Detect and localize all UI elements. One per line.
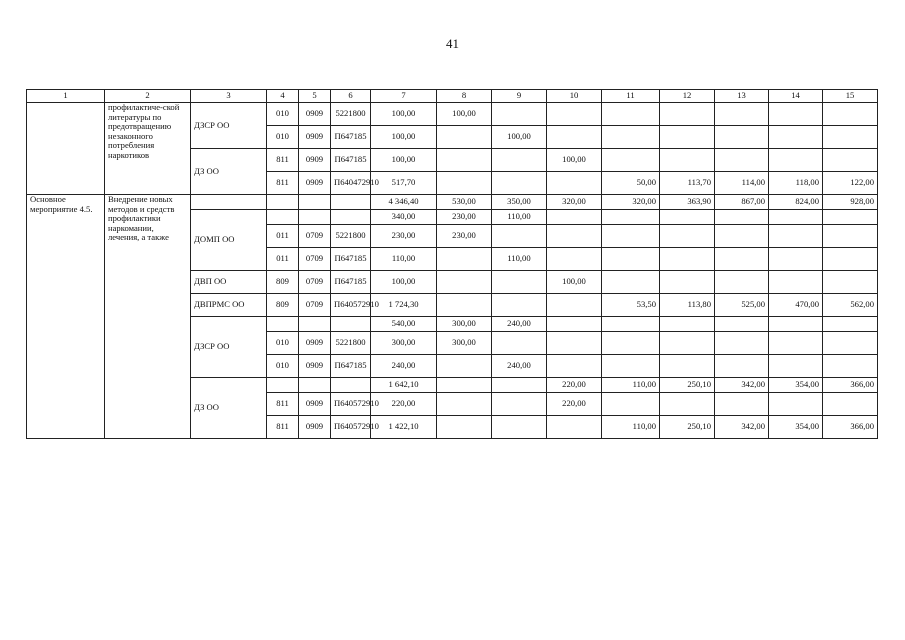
executor-cell: ДЗ ОО — [191, 378, 267, 439]
value-cell: 53,50 — [602, 294, 660, 317]
value-cell — [547, 317, 602, 332]
value-cell: 118,00 — [769, 172, 823, 195]
value-cell — [437, 416, 492, 439]
value-cell: 100,00 — [437, 103, 492, 126]
value-cell — [437, 248, 492, 271]
value-cell — [602, 103, 660, 126]
value-cell — [823, 393, 878, 416]
value-cell: 1 642,10 — [371, 378, 437, 393]
value-cell — [602, 126, 660, 149]
value-cell — [660, 103, 715, 126]
value-cell: 363,90 — [660, 195, 715, 210]
value-cell — [715, 271, 769, 294]
value-cell: 342,00 — [715, 378, 769, 393]
code-cell: 0909 — [299, 416, 331, 439]
code-cell — [331, 195, 371, 210]
value-cell: 110,00 — [602, 416, 660, 439]
value-cell: 300,00 — [437, 332, 492, 355]
value-cell: 366,00 — [823, 416, 878, 439]
value-cell: 350,00 — [492, 195, 547, 210]
code-cell: 0909 — [299, 103, 331, 126]
code-cell — [267, 378, 299, 393]
value-cell — [492, 332, 547, 355]
value-cell: 867,00 — [715, 195, 769, 210]
value-cell — [823, 271, 878, 294]
table-row-total — [27, 195, 878, 210]
code-cell: П647185 — [331, 271, 371, 294]
value-cell — [602, 248, 660, 271]
value-cell: 110,00 — [371, 248, 437, 271]
value-cell — [602, 332, 660, 355]
value-cell — [547, 355, 602, 378]
column-header: 1 — [27, 90, 105, 103]
value-cell — [660, 317, 715, 332]
column-header: 11 — [602, 90, 660, 103]
value-cell — [547, 248, 602, 271]
value-cell: 562,00 — [823, 294, 878, 317]
code-cell — [299, 378, 331, 393]
value-cell — [769, 149, 823, 172]
value-cell: 300,00 — [371, 332, 437, 355]
value-cell: 100,00 — [371, 149, 437, 172]
value-cell — [715, 149, 769, 172]
code-cell — [299, 210, 331, 225]
code-cell: 010 — [267, 332, 299, 355]
value-cell — [660, 332, 715, 355]
value-cell: 250,10 — [660, 378, 715, 393]
value-cell: 540,00 — [371, 317, 437, 332]
code-cell — [299, 195, 331, 210]
value-cell — [715, 225, 769, 248]
value-cell: 100,00 — [371, 103, 437, 126]
value-cell: 100,00 — [371, 271, 437, 294]
value-cell — [437, 172, 492, 195]
column-header: 5 — [299, 90, 331, 103]
measure-cell — [27, 103, 105, 195]
value-cell — [660, 149, 715, 172]
value-cell — [769, 210, 823, 225]
value-cell — [437, 294, 492, 317]
value-cell — [437, 126, 492, 149]
value-cell — [492, 294, 547, 317]
value-cell — [437, 355, 492, 378]
value-cell: 240,00 — [371, 355, 437, 378]
value-cell — [769, 393, 823, 416]
code-cell: 010 — [267, 355, 299, 378]
code-cell: 010 — [267, 103, 299, 126]
column-header: 3 — [191, 90, 267, 103]
description-cell: профилактиче-ской литературы по предотвращению незаконного потребления наркотиков — [105, 103, 191, 195]
column-header: 6 — [331, 90, 371, 103]
value-cell — [492, 393, 547, 416]
value-cell — [660, 225, 715, 248]
value-cell — [715, 317, 769, 332]
value-cell: 4 346,40 — [371, 195, 437, 210]
code-cell: 0709 — [299, 248, 331, 271]
value-cell — [823, 126, 878, 149]
value-cell: 50,00 — [602, 172, 660, 195]
code-cell: 811 — [267, 172, 299, 195]
value-cell: 230,00 — [437, 225, 492, 248]
column-header: 2 — [105, 90, 191, 103]
column-header: 7 — [371, 90, 437, 103]
value-cell: 220,00 — [547, 393, 602, 416]
code-cell: 811 — [267, 416, 299, 439]
value-cell: 113,80 — [660, 294, 715, 317]
code-cell: 0909 — [299, 149, 331, 172]
code-cell: 0909 — [299, 126, 331, 149]
value-cell — [492, 149, 547, 172]
value-cell — [660, 248, 715, 271]
value-cell — [823, 355, 878, 378]
value-cell — [715, 332, 769, 355]
value-cell — [547, 332, 602, 355]
value-cell: 340,00 — [371, 210, 437, 225]
code-cell — [267, 195, 299, 210]
value-cell — [547, 210, 602, 225]
code-cell: 0709 — [299, 271, 331, 294]
code-cell: 5221800 — [331, 225, 371, 248]
code-cell: 5221800 — [331, 332, 371, 355]
value-cell — [823, 317, 878, 332]
value-cell — [823, 332, 878, 355]
value-cell — [602, 210, 660, 225]
value-cell: 320,00 — [602, 195, 660, 210]
code-cell: 0709 — [299, 225, 331, 248]
value-cell: 366,00 — [823, 378, 878, 393]
budget-table — [26, 89, 878, 439]
value-cell — [769, 225, 823, 248]
value-cell: 300,00 — [437, 317, 492, 332]
value-cell — [602, 393, 660, 416]
value-cell — [660, 126, 715, 149]
code-cell — [299, 317, 331, 332]
column-header-row — [27, 90, 878, 103]
code-cell — [331, 317, 371, 332]
value-cell — [547, 294, 602, 317]
value-cell — [547, 416, 602, 439]
column-header: 10 — [547, 90, 602, 103]
column-header: 14 — [769, 90, 823, 103]
value-cell — [492, 271, 547, 294]
page-number: 41 — [446, 36, 459, 51]
value-cell: 100,00 — [547, 149, 602, 172]
code-cell: 0909 — [299, 355, 331, 378]
executor-cell — [191, 195, 267, 210]
code-cell: 0909 — [299, 172, 331, 195]
value-cell — [660, 271, 715, 294]
value-cell — [660, 393, 715, 416]
code-cell: 809 — [267, 271, 299, 294]
code-cell: 011 — [267, 248, 299, 271]
value-cell — [547, 172, 602, 195]
code-cell: 011 — [267, 225, 299, 248]
value-cell — [660, 355, 715, 378]
value-cell — [823, 225, 878, 248]
value-cell — [547, 103, 602, 126]
value-cell — [769, 332, 823, 355]
value-cell — [715, 248, 769, 271]
value-cell — [715, 126, 769, 149]
code-cell — [331, 210, 371, 225]
value-cell — [437, 393, 492, 416]
value-cell — [769, 317, 823, 332]
value-cell: 530,00 — [437, 195, 492, 210]
code-cell — [331, 378, 371, 393]
value-cell — [492, 416, 547, 439]
value-cell — [437, 271, 492, 294]
column-header: 8 — [437, 90, 492, 103]
value-cell: 114,00 — [715, 172, 769, 195]
value-cell — [823, 103, 878, 126]
code-cell: 811 — [267, 393, 299, 416]
value-cell: 100,00 — [492, 126, 547, 149]
value-cell — [769, 103, 823, 126]
value-cell: 122,00 — [823, 172, 878, 195]
value-cell: 230,00 — [371, 225, 437, 248]
column-header: 12 — [660, 90, 715, 103]
column-header: 9 — [492, 90, 547, 103]
value-cell — [492, 225, 547, 248]
value-cell: 110,00 — [492, 210, 547, 225]
value-cell — [437, 149, 492, 172]
value-cell: 220,00 — [547, 378, 602, 393]
value-cell: 110,00 — [492, 248, 547, 271]
code-cell: П640472910 — [331, 172, 371, 195]
column-header: 15 — [823, 90, 878, 103]
value-cell: 240,00 — [492, 317, 547, 332]
value-cell — [769, 248, 823, 271]
code-cell: 811 — [267, 149, 299, 172]
code-cell: П640572910 — [331, 393, 371, 416]
code-cell: П647185 — [331, 248, 371, 271]
value-cell — [602, 355, 660, 378]
value-cell — [437, 378, 492, 393]
value-cell — [547, 126, 602, 149]
value-cell: 354,00 — [769, 416, 823, 439]
value-cell: 1 422,10 — [371, 416, 437, 439]
value-cell — [602, 317, 660, 332]
value-cell — [715, 103, 769, 126]
value-cell — [602, 149, 660, 172]
code-cell: 0909 — [299, 393, 331, 416]
value-cell — [715, 210, 769, 225]
code-cell: 809 — [267, 294, 299, 317]
value-cell: 342,00 — [715, 416, 769, 439]
executor-cell: ДЗСР ОО — [191, 103, 267, 149]
value-cell — [492, 103, 547, 126]
column-header: 13 — [715, 90, 769, 103]
code-cell: П647185 — [331, 149, 371, 172]
code-cell: П647185 — [331, 355, 371, 378]
executor-cell: ДЗСР ОО — [191, 317, 267, 378]
value-cell: 230,00 — [437, 210, 492, 225]
executor-cell: ДОМП ОО — [191, 210, 267, 271]
code-cell: 010 — [267, 126, 299, 149]
value-cell — [492, 378, 547, 393]
value-cell — [547, 225, 602, 248]
executor-cell: ДВП ОО — [191, 271, 267, 294]
value-cell — [769, 126, 823, 149]
code-cell: П640572910 — [331, 294, 371, 317]
value-cell: 113,70 — [660, 172, 715, 195]
executor-cell: ДЗ ОО — [191, 149, 267, 195]
value-cell — [823, 149, 878, 172]
description-cell: Внедрение новых методов и средств профилактики наркомании, лечения, а также — [105, 195, 191, 439]
value-cell — [769, 271, 823, 294]
value-cell: 220,00 — [371, 393, 437, 416]
value-cell: 354,00 — [769, 378, 823, 393]
value-cell — [492, 172, 547, 195]
column-header: 4 — [267, 90, 299, 103]
table-row — [27, 103, 878, 126]
code-cell: 0709 — [299, 294, 331, 317]
code-cell: П640572910 — [331, 416, 371, 439]
value-cell: 100,00 — [547, 271, 602, 294]
value-cell: 320,00 — [547, 195, 602, 210]
measure-cell: Основное мероприятие 4.5. — [27, 195, 105, 439]
code-cell: П647185 — [331, 126, 371, 149]
value-cell — [715, 393, 769, 416]
value-cell — [823, 210, 878, 225]
value-cell: 525,00 — [715, 294, 769, 317]
value-cell: 110,00 — [602, 378, 660, 393]
code-cell — [267, 317, 299, 332]
executor-cell: ДВПРМС ОО — [191, 294, 267, 317]
code-cell — [267, 210, 299, 225]
value-cell: 824,00 — [769, 195, 823, 210]
value-cell: 240,00 — [492, 355, 547, 378]
value-cell — [769, 355, 823, 378]
code-cell: 0909 — [299, 332, 331, 355]
value-cell — [660, 210, 715, 225]
value-cell: 517,70 — [371, 172, 437, 195]
code-cell: 5221800 — [331, 103, 371, 126]
value-cell: 928,00 — [823, 195, 878, 210]
value-cell — [602, 225, 660, 248]
value-cell: 470,00 — [769, 294, 823, 317]
value-cell — [715, 355, 769, 378]
value-cell — [602, 271, 660, 294]
value-cell — [823, 248, 878, 271]
value-cell: 250,10 — [660, 416, 715, 439]
value-cell: 1 724,30 — [371, 294, 437, 317]
value-cell: 100,00 — [371, 126, 437, 149]
